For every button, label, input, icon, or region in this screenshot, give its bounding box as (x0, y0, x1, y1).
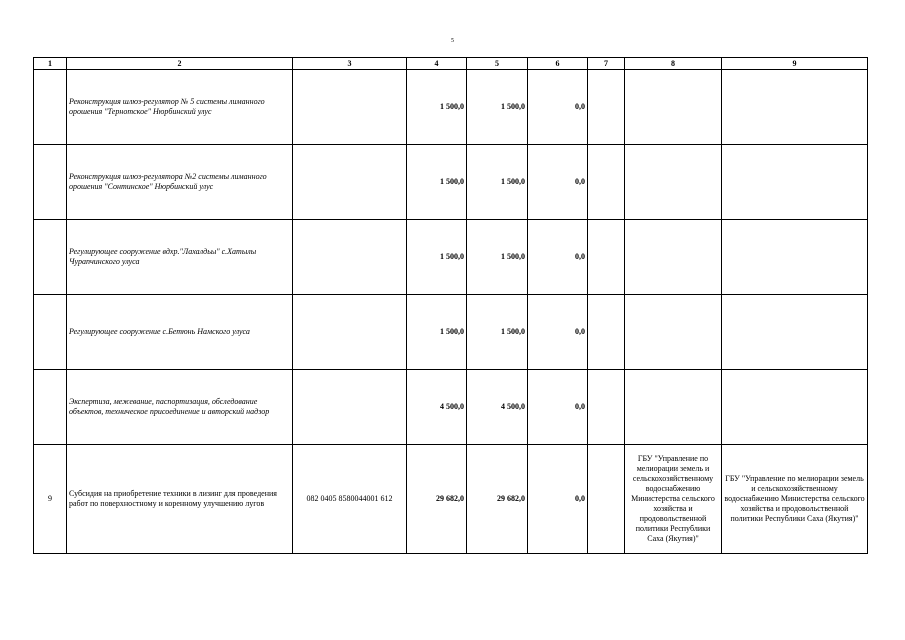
table-row (34, 370, 868, 445)
budget-code (293, 295, 407, 370)
row-number: 9 (34, 445, 67, 554)
amount-col6: 0,0 (528, 295, 588, 370)
amount-col4: 1 500,0 (407, 70, 467, 145)
col7-cell (588, 70, 625, 145)
amount-col5: 29 682,0 (467, 445, 528, 554)
program-table (33, 57, 868, 554)
budget-code (293, 70, 407, 145)
header-cell: 5 (467, 58, 528, 70)
amount-col6: 0,0 (528, 70, 588, 145)
header-cell: 3 (293, 58, 407, 70)
object-name: Экспертиза, межевание, паспортизация, обследование объектов, техническое присоединение и авторский надзор (67, 370, 293, 445)
header-cell: 6 (528, 58, 588, 70)
amount-col4: 1 500,0 (407, 220, 467, 295)
amount-col5: 1 500,0 (467, 295, 528, 370)
executor-org: ГБУ "Управление по мелиорации земель и сельскохозяйственному водоснабжению Министерства сельского хозяйства и продовольственной политики Республики Саха (Якутия)" (722, 445, 868, 554)
col8-cell (625, 295, 722, 370)
header-cell: 2 (67, 58, 293, 70)
amount-col4: 29 682,0 (407, 445, 467, 554)
row-number (34, 370, 67, 445)
col8-cell (625, 370, 722, 445)
row-number (34, 295, 67, 370)
amount-col6: 0,0 (528, 370, 588, 445)
col9-cell (722, 145, 868, 220)
col8-cell (625, 70, 722, 145)
amount-col4: 4 500,0 (407, 370, 467, 445)
object-name: Регулирующее сооружение с.Бетюнь Намского улуса (67, 295, 293, 370)
col8-cell (625, 145, 722, 220)
amount-col6: 0,0 (528, 145, 588, 220)
col7-cell (588, 145, 625, 220)
budget-code (293, 370, 407, 445)
col7-cell (588, 220, 625, 295)
amount-col4: 1 500,0 (407, 295, 467, 370)
table-row (34, 295, 868, 370)
header-cell: 4 (407, 58, 467, 70)
header-cell: 8 (625, 58, 722, 70)
amount-col6: 0,0 (528, 445, 588, 554)
budget-code (293, 220, 407, 295)
object-name: Реконструкция шлюз-регулятор № 5 системы лиманного орошения "Тернотское" Нюрбинский улус (67, 70, 293, 145)
object-name: Регулирующее сооружение вдхр."Лахалдьы" с.Хатылы Чурапчинского улуса (67, 220, 293, 295)
table-row (34, 220, 868, 295)
object-name: Реконструкция шлюз-регулятора №2 системы лиманного орошения "Сонтинское" Нюрбинский улус (67, 145, 293, 220)
row-number (34, 70, 67, 145)
budget-code: 082 0405 8580044001 612 (293, 445, 407, 554)
row-number (34, 220, 67, 295)
row-number (34, 145, 67, 220)
page-number: 5 (451, 38, 454, 44)
header-row (34, 58, 868, 70)
budget-code (293, 145, 407, 220)
col7-cell (588, 370, 625, 445)
amount-col5: 4 500,0 (467, 370, 528, 445)
col9-cell (722, 370, 868, 445)
table-row (34, 445, 868, 554)
table-row (34, 70, 868, 145)
object-name: Субсидия на приобретение техники в лизинг для проведения работ по поверхностному и коренному улучшению лугов (67, 445, 293, 554)
col9-cell (722, 295, 868, 370)
header-cell: 9 (722, 58, 868, 70)
amount-col5: 1 500,0 (467, 70, 528, 145)
header-cell: 1 (34, 58, 67, 70)
col8-cell (625, 220, 722, 295)
amount-col5: 1 500,0 (467, 220, 528, 295)
col7-cell (588, 445, 625, 554)
col9-cell (722, 70, 868, 145)
amount-col6: 0,0 (528, 220, 588, 295)
col7-cell (588, 295, 625, 370)
responsible-org: ГБУ "Управление по мелиорации земель и сельскохозяйственному водоснабжению Министерства сельского хозяйства и продовольственной политики Республики Саха (Якутия)" (625, 445, 722, 554)
amount-col5: 1 500,0 (467, 145, 528, 220)
col9-cell (722, 220, 868, 295)
table-row (34, 145, 868, 220)
amount-col4: 1 500,0 (407, 145, 467, 220)
header-cell: 7 (588, 58, 625, 70)
